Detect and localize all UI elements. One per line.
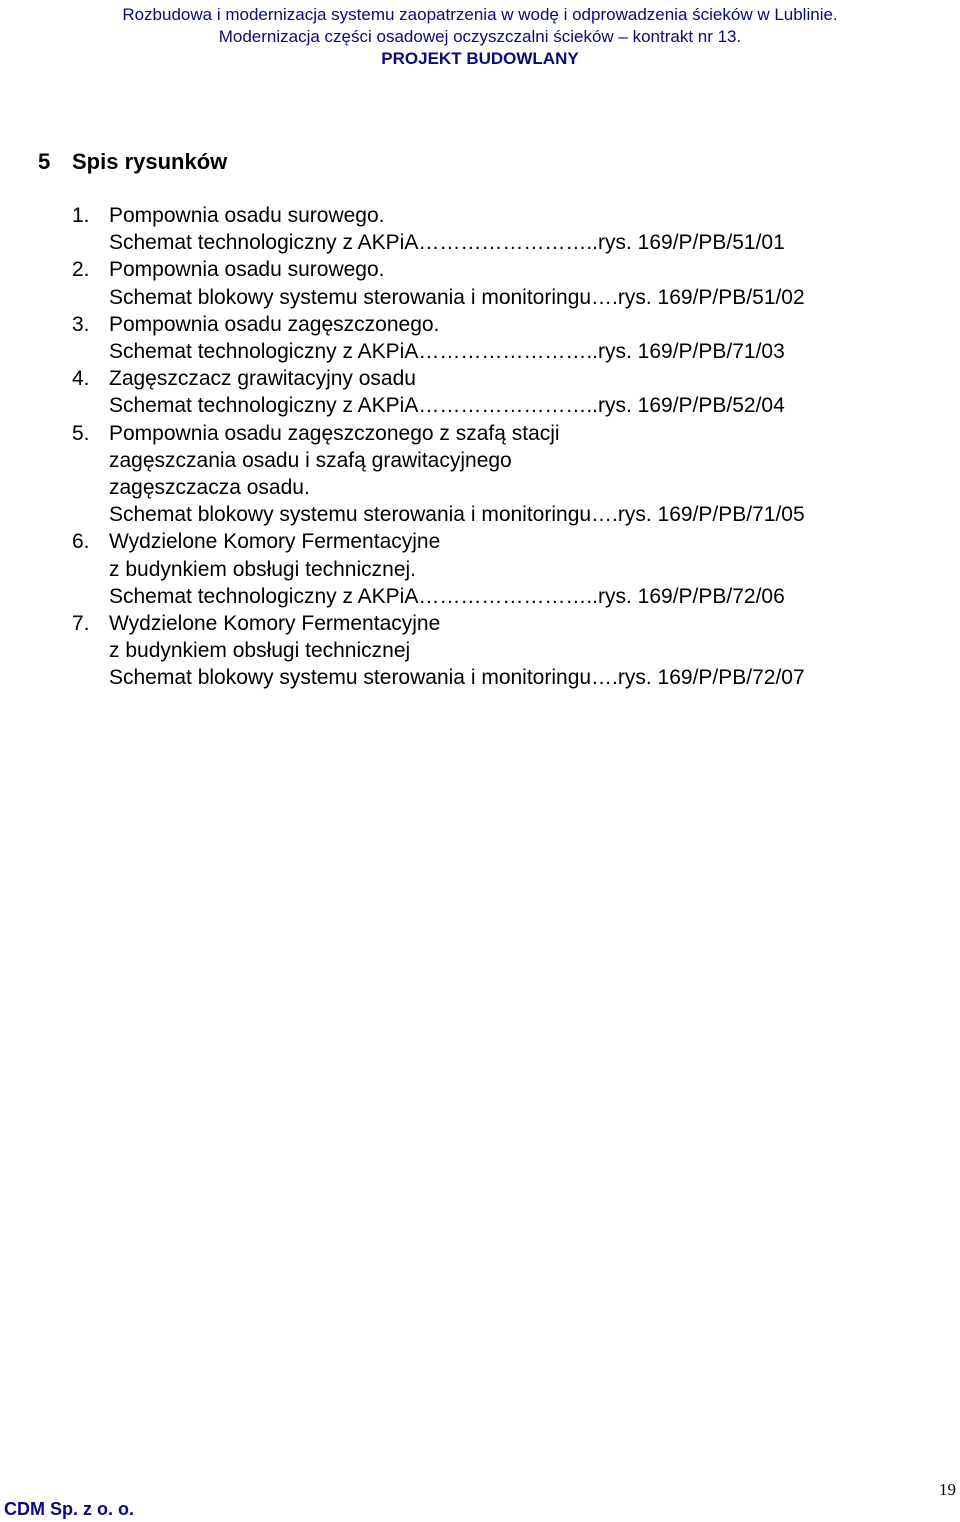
list-item-line: z budynkiem obsługi technicznej <box>109 639 411 663</box>
list-item-number: 2. <box>72 258 90 282</box>
list-item-line: Schemat blokowy systemu sterowania i monitoringu….rys. 169/P/PB/51/02 <box>109 285 805 309</box>
list-item-number: 5. <box>72 421 90 445</box>
list-item-line: Schemat technologiczny z AKPiA……………………..rys. 169/P/PB/52/04 <box>109 394 785 418</box>
list-item-line: z budynkiem obsługi technicznej. <box>109 557 417 581</box>
list-item <box>72 202 805 256</box>
document-header <box>0 4 960 70</box>
list-item-number: 1. <box>72 204 90 227</box>
list-item-line: Pompownia osadu zagęszczonego z szafą stacji <box>109 421 560 445</box>
list-item-line: Schemat technologiczny z AKPiA……………………..rys. 169/P/PB/72/06 <box>109 584 785 608</box>
drawings-list <box>72 202 805 692</box>
header-project-title: Rozbudowa i modernizacja systemu zaopatrzenia w wodę i odprowadzenia ścieków w Lublinie. <box>122 5 838 24</box>
list-item <box>72 610 805 692</box>
section-number: 5 <box>38 149 51 174</box>
list-item-line: Schemat blokowy systemu sterowania i monitoringu….rys. 169/P/PB/71/05 <box>109 503 805 527</box>
list-item <box>72 311 805 365</box>
list-item <box>72 365 805 419</box>
footer-company: CDM Sp. z o. o. <box>4 1499 134 1519</box>
list-item-line: Pompownia osadu zagęszczonego. <box>109 312 440 336</box>
list-item-number: 7. <box>72 612 90 636</box>
list-item-number: 4. <box>72 367 90 391</box>
list-item-number: 3. <box>72 312 90 336</box>
list-item-line: Pompownia osadu surowego. <box>109 258 385 282</box>
list-item-line: Pompownia osadu surowego. <box>109 204 385 227</box>
list-item-line: Schemat technologiczny z AKPiA……………………..rys. 169/P/PB/71/03 <box>109 340 785 364</box>
page-number: 19 <box>939 1480 956 1499</box>
section-heading <box>38 148 227 176</box>
list-item-line: Zagęszczacz grawitacyjny osadu <box>109 367 416 391</box>
header-project-stage: PROJEKT BUDOWLANY <box>381 49 579 68</box>
list-item <box>72 256 805 310</box>
list-item-line: zagęszczania osadu i szafą grawitacyjnego <box>109 448 512 472</box>
list-item-line: Schemat blokowy systemu sterowania i monitoringu….rys. 169/P/PB/72/07 <box>109 666 805 690</box>
list-item-line: Wydzielone Komory Fermentacyjne <box>109 530 441 554</box>
list-item-line: Wydzielone Komory Fermentacyjne <box>109 612 441 636</box>
list-item <box>72 528 805 610</box>
list-item <box>72 420 805 529</box>
list-item-line: zagęszczacza osadu. <box>109 476 310 500</box>
list-item-line: Schemat technologiczny z AKPiA……………………..rys. 169/P/PB/51/01 <box>109 231 785 255</box>
section-title: Spis rysunków <box>72 149 228 174</box>
list-item-number: 6. <box>72 530 90 554</box>
header-contract-title: Modernizacja części osadowej oczyszczalni ścieków – kontrakt nr 13. <box>218 27 742 46</box>
